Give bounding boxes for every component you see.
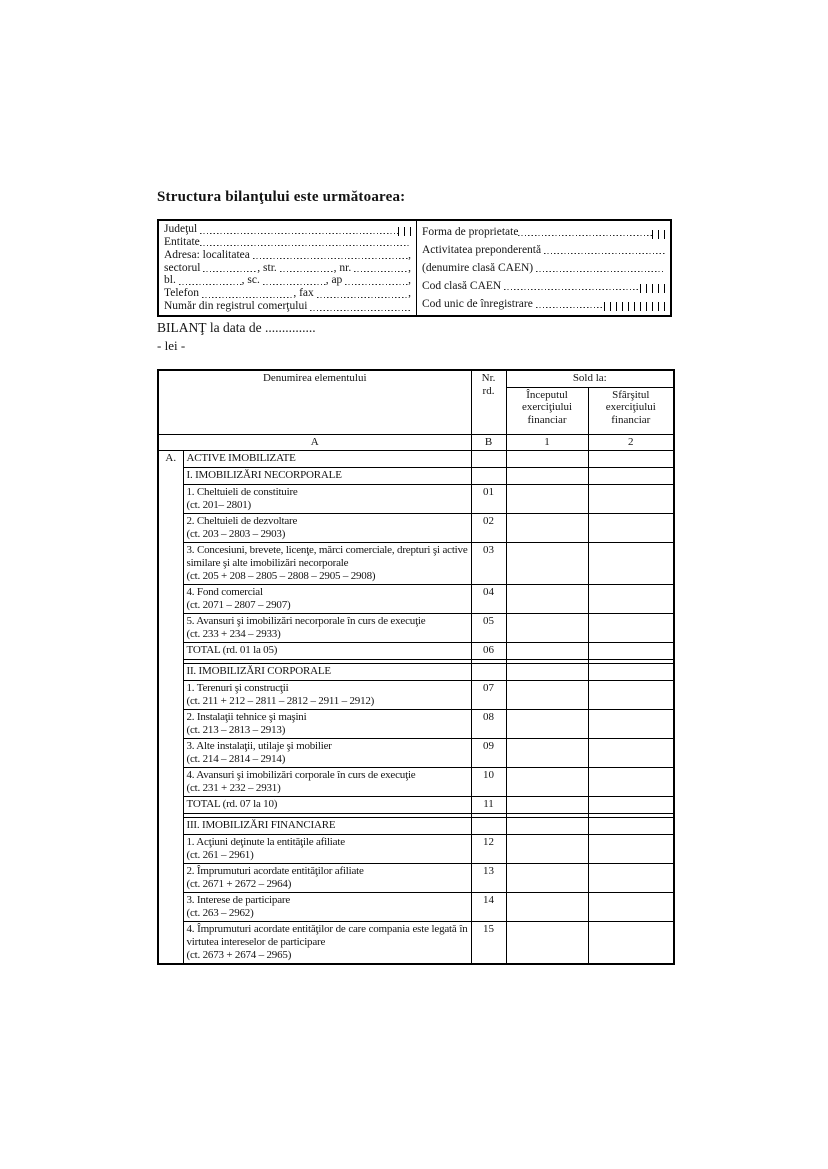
row-name: 3. Interese de participare [186,893,291,906]
table-row [158,513,674,542]
row-number-cell: 04 [471,584,506,613]
info-line [164,223,411,236]
info-label: , ap [325,274,346,287]
value-cell-end [588,709,674,738]
row-name: 3. Alte instalaţii, utilaje şi mobilier [186,739,332,752]
row-number-cell: 10 [471,767,506,796]
row-name: TOTAL (rd. 07 la 10) [186,797,278,810]
value-cell-end [588,921,674,964]
table-row [158,450,674,467]
balance-sheet-table [157,369,675,965]
info-label: Activitatea preponderentă [422,243,544,256]
row-number-cell: 15 [471,921,506,964]
page-title: Structura bilanţului este următoarea: [157,189,406,205]
row-name: 4. Împrumuturi acordate entităţilor de care compania este legată în virtutea intereselor de participare [186,922,468,948]
value-cell-end [588,467,674,484]
dotted-leader [280,262,334,273]
table-row [158,680,674,709]
info-line [422,226,665,239]
info-label: Cod unic de înregistrare [422,297,536,310]
header-letter-b: B [471,434,506,450]
dotted-leader [200,236,411,247]
info-line [422,298,665,311]
row-name-cell [183,584,471,613]
dotted-leader [518,226,652,237]
info-line [164,287,411,300]
row-account-formula: (ct. 211 + 212 – 2811 – 2812 – 2911 – 2912) [186,694,375,707]
row-account-formula: (ct. 214 – 2814 – 2914) [186,752,286,765]
row-number-cell: 11 [471,796,506,813]
row-number-cell: 06 [471,642,506,659]
info-line [422,244,665,257]
row-name-cell [183,892,471,921]
row-name-cell [183,484,471,513]
row-account-formula: (ct. 2671 + 2672 – 2964) [186,877,292,890]
dotted-leader [536,298,604,309]
value-cell-start [506,817,588,834]
value-cell-start [506,709,588,738]
row-name: 5. Avansuri şi imobilizări necorporale în curs de execuţie [186,614,426,627]
value-cell-end [588,817,674,834]
entity-info-box [157,219,672,317]
table-row [158,542,674,584]
value-cell-end [588,642,674,659]
code-boxes [652,230,665,239]
table-row [158,709,674,738]
dotted-leader [253,249,408,260]
row-account-formula: (ct. 205 + 208 – 2805 – 2808 – 2905 – 2908) [186,569,376,582]
row-name: 4. Avansuri şi imobilizări corporale în curs de execuţie [186,768,416,781]
row-name-cell [183,467,471,484]
value-cell-end [588,484,674,513]
row-name-cell [183,680,471,709]
info-label: , nr. [333,261,355,274]
value-cell-end [588,796,674,813]
row-account-formula: (ct. 233 + 234 – 2933) [186,627,281,640]
row-name: 2. Instalaţii tehnice şi maşini [186,710,307,723]
info-label: , fax [293,287,317,300]
code-box-cell [658,284,665,293]
header-letter-1: 1 [506,434,588,450]
header-nr-rd: Nr. rd. [471,370,506,434]
info-label: bl. [164,274,179,287]
value-cell-end [588,834,674,863]
info-line [164,262,411,275]
table-row [158,863,674,892]
row-account-formula: (ct. 201– 2801) [186,498,252,511]
info-label: Telefon [164,287,202,300]
value-cell-start [506,450,588,467]
row-name-cell [183,738,471,767]
row-name-cell [183,863,471,892]
dotted-leader [504,280,640,291]
dotted-leader [203,262,257,273]
info-line [164,274,411,287]
info-line [164,300,411,313]
dotted-leader [202,287,293,298]
dotted-leader [317,287,408,298]
value-cell-start [506,513,588,542]
table-row [158,921,674,964]
value-cell-end [588,680,674,709]
row-name-cell [183,450,471,467]
row-name: I. IMOBILIZĂRI NECORPORALE [186,468,342,481]
value-cell-start [506,467,588,484]
info-label: Entitate [164,235,200,248]
row-name: II. IMOBILIZĂRI CORPORALE [186,664,331,677]
row-name-cell [183,921,471,964]
row-name: 1. Cheltuieli de constituire [186,485,298,498]
value-cell-start [506,613,588,642]
table-row [158,584,674,613]
row-number-cell: 02 [471,513,506,542]
info-pane-right [417,221,670,315]
info-label: , str. [257,261,280,274]
dotted-leader [200,223,398,234]
row-name-cell [183,709,471,738]
dotted-leader [354,262,408,273]
value-cell-start [506,767,588,796]
row-name: 1. Acţiuni deţinute la entităţile afiliate [186,835,345,848]
row-name: 1. Terenuri şi construcţii [186,681,289,694]
table-row [158,817,674,834]
value-cell-end [588,767,674,796]
row-number-cell [471,817,506,834]
value-cell-start [506,680,588,709]
row-number-cell: 05 [471,613,506,642]
row-name-cell [183,513,471,542]
code-boxes [604,302,665,311]
info-line [422,280,665,293]
dotted-leader [179,274,242,285]
currency-label: - lei - [157,338,186,353]
value-cell-start [506,542,588,584]
row-number-cell: 13 [471,863,506,892]
row-number-cell: 03 [471,542,506,584]
row-number-cell: 12 [471,834,506,863]
bilant-date-line: BILANŢ la data de ............... [157,320,316,335]
row-name: 4. Fond comercial [186,585,263,598]
table-row [158,484,674,513]
info-line [164,236,411,249]
info-label: , sc. [241,274,263,287]
table-row [158,738,674,767]
table-row [158,767,674,796]
row-account-formula: (ct. 261 – 2961) [186,848,254,861]
header-col-end: Sfârşitul exerciţiului financiar [588,387,674,434]
value-cell-end [588,863,674,892]
header-letter-2: 2 [588,434,674,450]
row-name-cell [183,663,471,680]
header-denumire: Denumirea elementului [158,370,471,434]
row-account-formula: (ct. 2673 + 2674 – 2965) [186,948,292,961]
code-box-cell [658,302,665,311]
row-account-formula: (ct. 263 – 2962) [186,906,254,919]
value-cell-end [588,542,674,584]
info-line [164,249,411,262]
row-name-cell [183,542,471,584]
value-cell-end [588,450,674,467]
table-row [158,834,674,863]
value-cell-end [588,892,674,921]
row-name: ACTIVE IMOBILIZATE [186,451,296,464]
row-name-cell [183,613,471,642]
table-row [158,663,674,680]
row-account-formula: (ct. 231 + 232 – 2931) [186,781,281,794]
table-row [158,613,674,642]
value-cell-end [588,738,674,767]
row-number-cell: 09 [471,738,506,767]
info-label: Adresa: localitatea [164,248,253,261]
info-line [422,262,665,275]
row-account-formula: (ct. 213 – 2813 – 2913) [186,723,286,736]
info-label: (denumire clasă CAEN) [422,261,537,274]
info-pane-left [159,221,417,315]
table-row [158,467,674,484]
value-cell-end [588,663,674,680]
value-cell-end [588,513,674,542]
header-letter-a: A [158,434,471,450]
row-number-cell: 01 [471,484,506,513]
table-row [158,892,674,921]
value-cell-start [506,796,588,813]
row-name-cell [183,817,471,834]
letter-cell: A. [158,450,183,964]
row-number-cell [471,450,506,467]
dotted-leader [310,300,411,311]
table-row [158,642,674,659]
row-name: TOTAL (rd. 01 la 05) [186,643,278,656]
header-col-start: Începutul exerciţiului financiar [506,387,588,434]
balance-table-body [158,450,674,964]
row-name-cell [183,767,471,796]
row-name: 2. Cheltuieli de dezvoltare [186,514,298,527]
value-cell-start [506,663,588,680]
row-name: III. IMOBILIZĂRI FINANCIARE [186,818,336,831]
value-cell-end [588,584,674,613]
dotted-leader [263,274,326,285]
info-label: Judeţul [164,223,201,235]
value-cell-start [506,642,588,659]
table-row [158,796,674,813]
info-label: Forma de proprietate [422,225,519,238]
row-name: 2. Împrumuturi acordate entităţilor afiliate [186,864,364,877]
value-cell-start [506,863,588,892]
row-number-cell: 07 [471,680,506,709]
info-label: Număr din registrul comerţului [164,300,311,313]
dotted-leader [544,244,665,255]
info-label: , [408,274,411,287]
header-sold-la: Sold la: [506,370,674,387]
row-name-cell [183,642,471,659]
code-box-cell [658,230,665,239]
row-number-cell [471,467,506,484]
row-number-cell [471,663,506,680]
info-label: , [408,248,411,261]
info-label: Cod clasă CAEN [422,279,505,292]
row-name-cell [183,796,471,813]
row-number-cell: 14 [471,892,506,921]
dotted-leader [345,274,408,285]
row-number-cell: 08 [471,709,506,738]
row-account-formula: (ct. 2071 – 2807 – 2907) [186,598,291,611]
value-cell-start [506,834,588,863]
row-account-formula: (ct. 203 – 2803 – 2903) [186,527,286,540]
code-box-cell [404,227,411,236]
value-cell-start [506,738,588,767]
info-label: , [408,287,411,300]
value-cell-start [506,921,588,964]
row-name: 3. Concesiuni, brevete, licenţe, mărci comerciale, drepturi şi active similare şi alte imobilizări necorporale [186,543,468,569]
info-label: sectorul [164,261,204,274]
info-label: , [408,261,411,274]
value-cell-end [588,613,674,642]
value-cell-start [506,484,588,513]
row-name-cell [183,834,471,863]
value-cell-start [506,892,588,921]
code-boxes [398,227,411,236]
dotted-leader [536,262,665,273]
value-cell-start [506,584,588,613]
code-boxes [640,284,665,293]
